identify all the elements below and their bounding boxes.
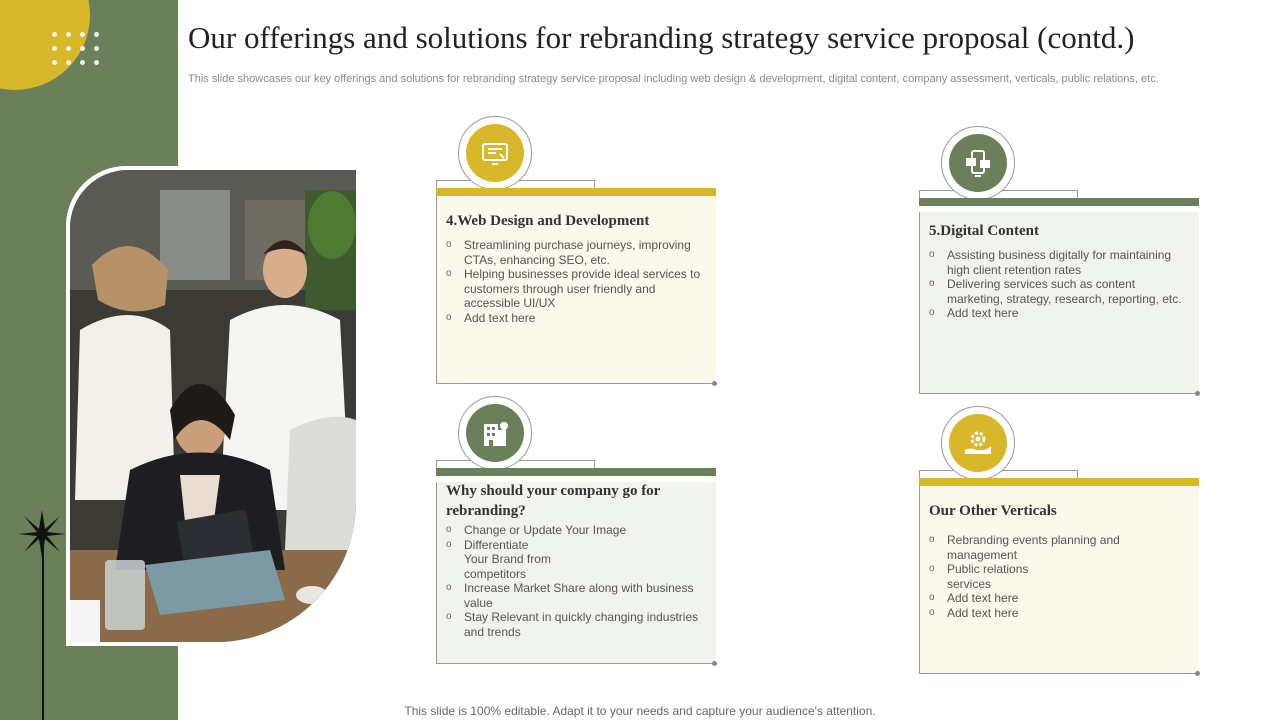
- dot-grid-decoration: [52, 32, 108, 68]
- list-item: o Streamlining purchase journeys, improving CTAs, enhancing SEO, etc.: [446, 238, 708, 267]
- decorative-stem: [42, 540, 44, 720]
- company-building-icon: [480, 418, 510, 448]
- page-title: Our offerings and solutions for rebranding strategy service proposal (contd.): [188, 20, 1135, 55]
- card-other-verticals: [919, 406, 1201, 678]
- list-item: o Add text here: [929, 606, 1149, 621]
- card-items: [446, 238, 708, 325]
- gear-hand-icon: [963, 428, 993, 458]
- card-digital-content: [919, 126, 1201, 398]
- list-item: o Stay Relevant in quickly changing industries and trends: [446, 610, 708, 639]
- list-item: o Delivering services such as content marketing, strategy, research, reporting, etc.: [929, 277, 1191, 306]
- starburst-icon: [18, 510, 66, 558]
- list-item: o Helping businesses provide ideal services to customers through user friendly and accessible UI/UX: [446, 267, 708, 311]
- list-item: o Add text here: [929, 591, 1149, 606]
- footer-note: This slide is 100% editable. Adapt it to your needs and capture your audience's attention.: [404, 704, 876, 718]
- card-title: 5.Digital Content: [929, 223, 1039, 239]
- card-title: Our Other Verticals: [929, 503, 1057, 519]
- web-design-icon: [480, 138, 510, 168]
- card-title: 4.Web Design and Development: [446, 213, 650, 229]
- card-web-design: [436, 116, 718, 388]
- page-subtitle: This slide showcases our key offerings and solutions for rebranding strategy service proposal including web design & development, digital content, company assessment, verticals, public relations, etc.: [188, 73, 1159, 85]
- list-item: o Change or Update Your Image: [446, 523, 708, 538]
- card-title: Why should your company go for rebranding?: [446, 483, 661, 519]
- card-items: [929, 533, 1149, 620]
- list-item: o Add text here: [446, 311, 708, 326]
- list-item: o Public relations services: [929, 562, 1067, 591]
- list-item: o Assisting business digitally for maintaining high client retention rates: [929, 248, 1191, 277]
- card-why-rebranding: [436, 396, 718, 668]
- card-items: [446, 523, 708, 639]
- list-item: o Differentiate Your Brand from competitors: [446, 538, 554, 582]
- card-items: [929, 248, 1191, 321]
- digital-content-icon: [963, 148, 993, 178]
- list-item: o Add text here: [929, 306, 1191, 321]
- list-item: o Increase Market Share along with business value: [446, 581, 708, 610]
- team-meeting-photo: [70, 170, 356, 642]
- list-item: o Rebranding events planning and management: [929, 533, 1149, 562]
